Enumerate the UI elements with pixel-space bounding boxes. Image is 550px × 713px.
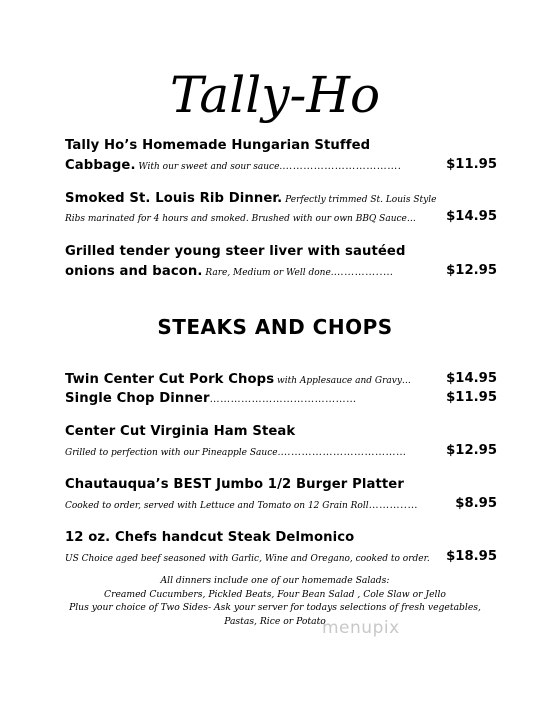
item-detail-line [65, 261, 497, 280]
menu-item-pork-chops [65, 369, 497, 407]
item-name: Grilled tender young steer liver with sautéed [65, 244, 406, 259]
item-name: Chautauqua’s BEST Jumbo 1/2 Burger Platter [65, 477, 404, 492]
menu-item-stuffed-cabbage [65, 136, 497, 174]
item-name: Cabbage. [65, 158, 136, 173]
menu-item-rib-dinner [65, 188, 497, 226]
footer-line: All dinners include one of our homemade Salads: [160, 575, 390, 586]
menu-item-steak-delmonico [65, 528, 497, 566]
dot-leader: ……………………………… [280, 447, 407, 458]
item-description: Perfectly trimmed St. Louis Style [282, 195, 437, 205]
item-name: 12 oz. Chefs handcut Steak Delmonico [65, 530, 355, 545]
watermark: menupix [322, 618, 400, 638]
section-heading: STEAKS AND CHOPS [157, 315, 393, 339]
item-description: US Choice aged beef seasoned with Garlic, Wine and Oregano, cooked to order. [65, 554, 430, 564]
item-name: Center Cut Virginia Ham Steak [65, 424, 296, 439]
item-name: Single Chop Dinner [65, 391, 210, 406]
dot-leader: ……………………………. [282, 161, 402, 172]
menu-item-burger-platter [65, 475, 497, 513]
item-detail-line [65, 441, 497, 460]
item-description: With our sweet and sour sauce. [135, 162, 283, 172]
menu-footer-note [40, 574, 510, 628]
item-description: Rare, Medium or Well done. [202, 268, 334, 278]
item-detail-line [65, 547, 497, 566]
item-description: with Applesauce and Gravy… [274, 376, 411, 386]
dot-leader: ………..… [368, 500, 418, 511]
footer-line: Pastas, Rice or Potato [224, 615, 326, 627]
item-name: onions and bacon. [65, 264, 203, 279]
footer-line: Plus your choice of Two Sides- Ask your server for todays selections of fresh vegetables, [69, 602, 481, 613]
item-price: $11.95 [446, 390, 497, 405]
footer-line: Creamed Cucumbers, Pickled Beats, Four Bean Salad , Cole Slaw or Jello [104, 588, 446, 600]
dot-leader: …………………………………… [209, 394, 357, 405]
item-detail-line [65, 388, 497, 407]
item-detail-line [65, 155, 497, 174]
menu-title: Tally-Ho [169, 66, 381, 124]
item-price: $8.95 [455, 496, 497, 511]
item-name: Smoked St. Louis Rib Dinner. [65, 191, 283, 206]
item-detail-line [65, 207, 497, 226]
item-detail-line [65, 494, 497, 513]
item-description: Grilled to perfection with our Pineapple Sauce. [65, 448, 281, 458]
menu-item-ham-steak [65, 422, 497, 460]
item-price: $12.95 [446, 263, 497, 278]
item-header-line [65, 369, 497, 388]
item-description: Cooked to order, served with Lettuce and Tomato on 12 Grain Roll [65, 501, 369, 511]
item-price: $14.95 [446, 371, 497, 386]
dot-leader: …………..… [333, 267, 394, 278]
item-description: Ribs marinated for 4 hours and smoked. Brushed with our own BBQ Sauce… [65, 214, 416, 224]
item-name: Tally Ho’s Homemade Hungarian Stuffed [65, 138, 371, 153]
item-price: $11.95 [446, 157, 497, 172]
item-name: Twin Center Cut Pork Chops [65, 372, 275, 387]
menu-item-steer-liver [65, 242, 497, 280]
item-price: $14.95 [446, 209, 497, 224]
item-price: $18.95 [446, 549, 497, 564]
item-header-line [65, 188, 497, 207]
item-price: $12.95 [446, 443, 497, 458]
